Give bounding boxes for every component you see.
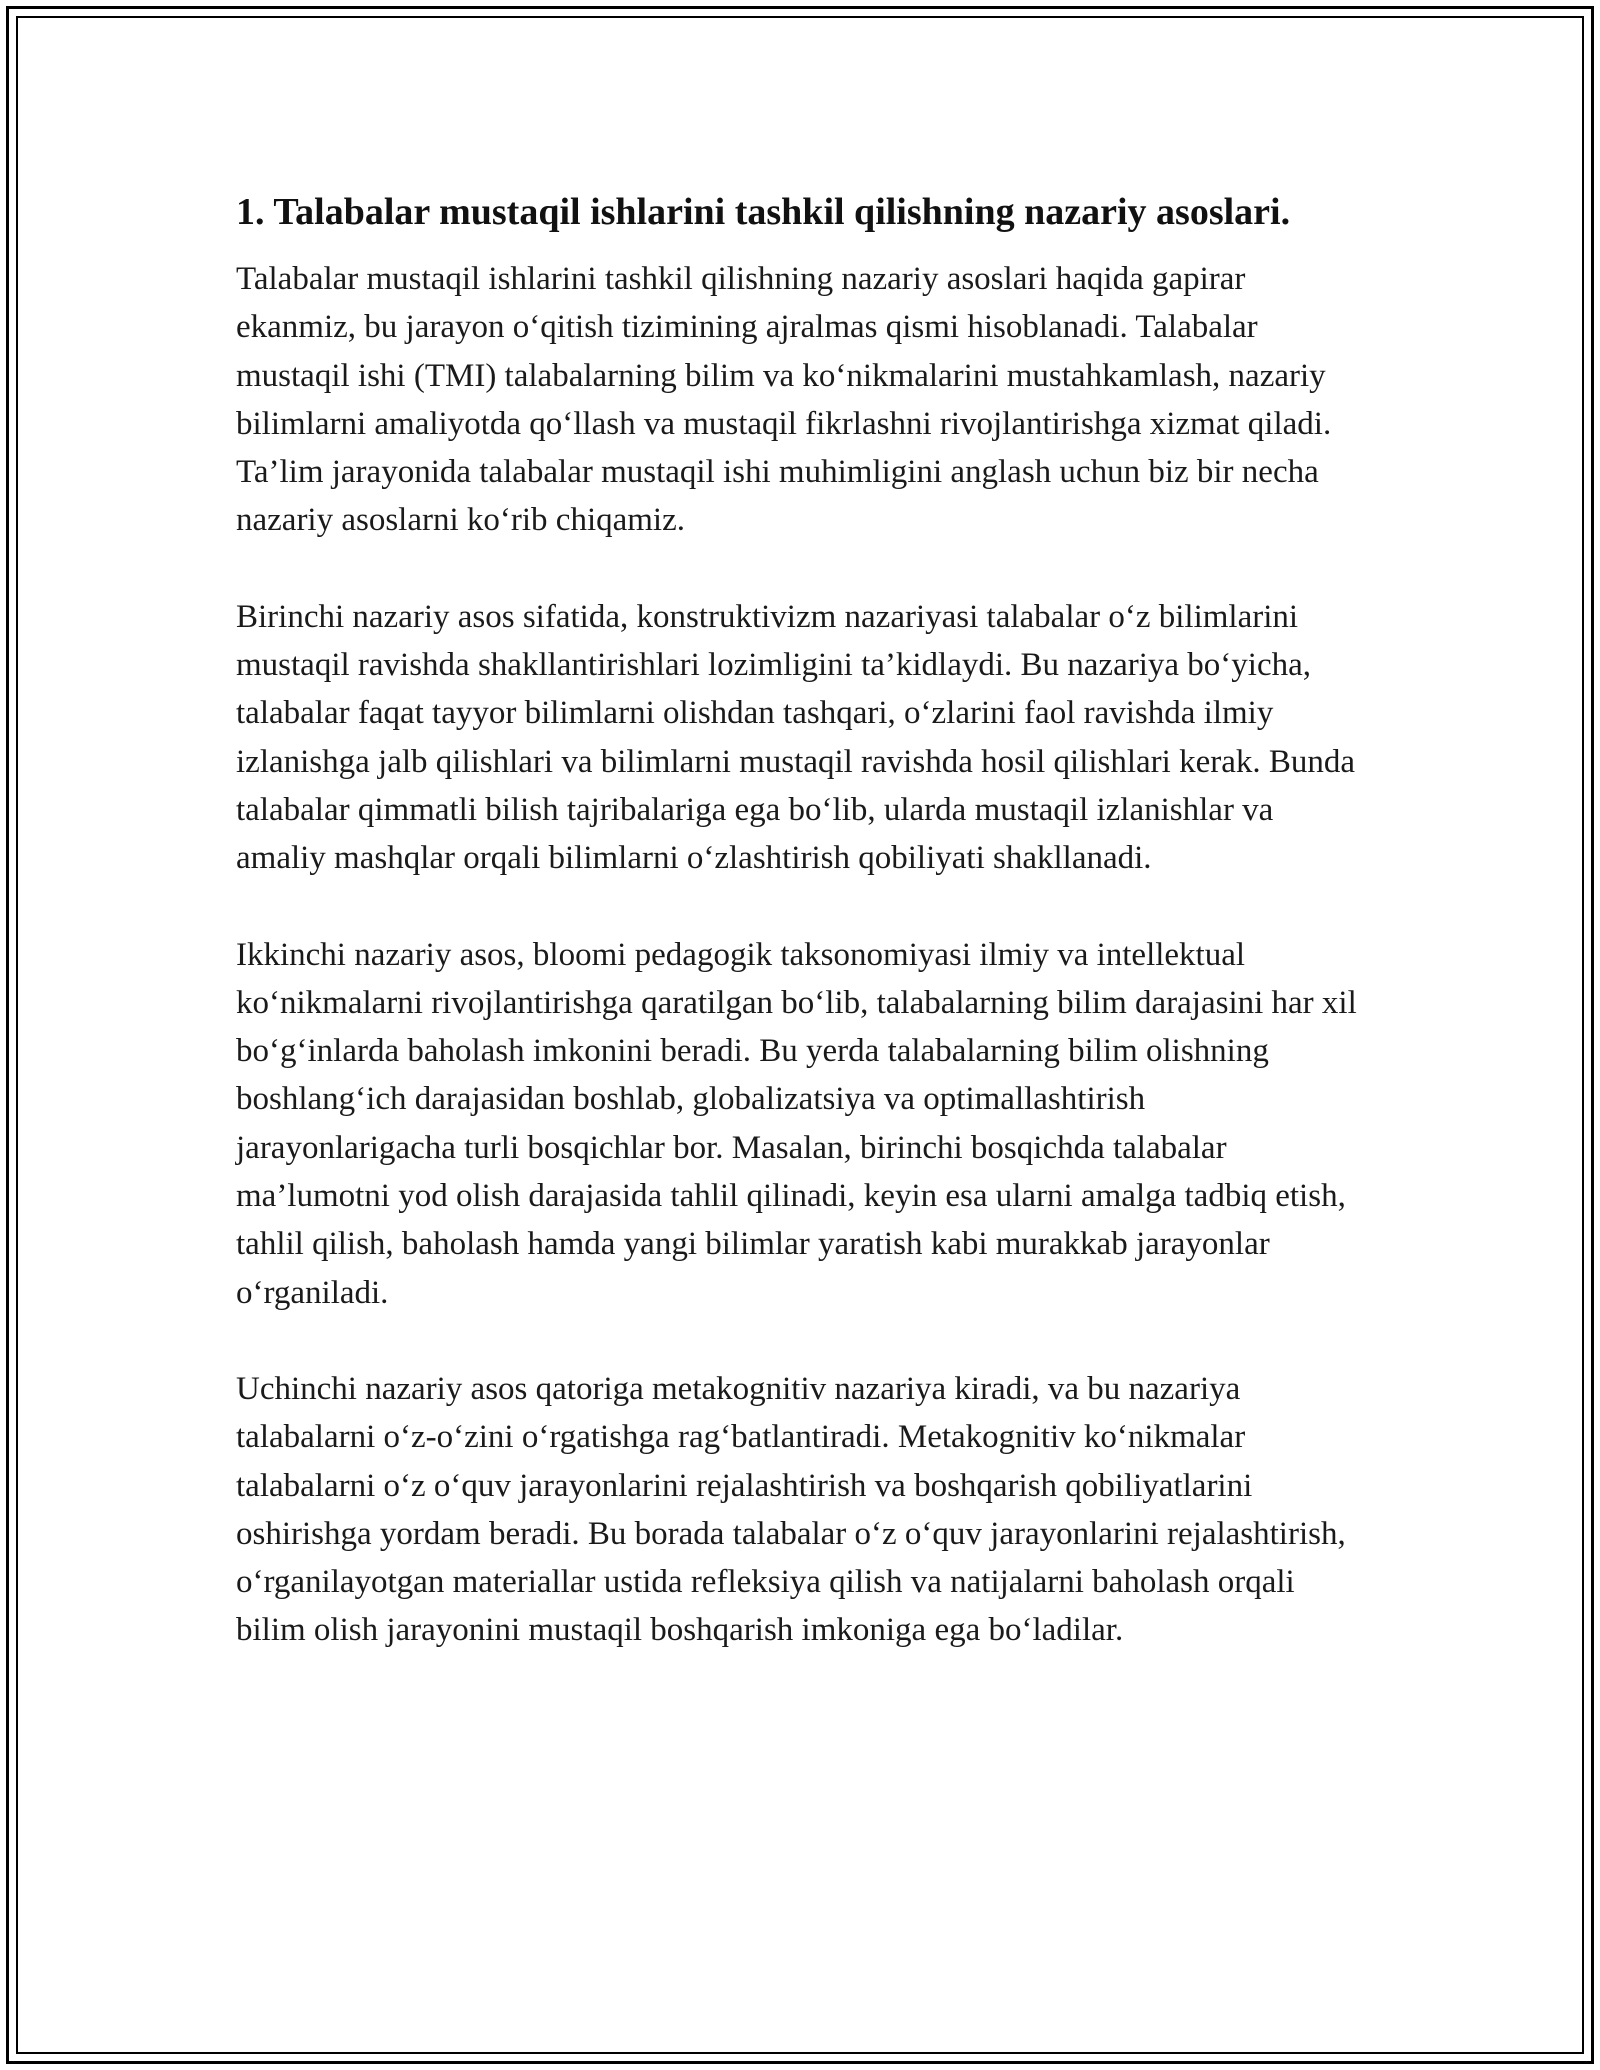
paragraph-intro: Talabalar mustaqil ishlarini tashkil qilishning nazariy asoslari haqida gapirar ekanmiz, bu jarayon o‘qitish tizimining ajralmas qismi hisoblanadi. Talabalar mustaqil ishi (TMI) talabalarning bilim va ko‘nikmalarini mustahkamlash, nazariy bilimlarni amaliyotda qo‘llash va mustaqil fikrlashni rivojlantirishga xizmat qiladi. Ta’lim jarayonida talabalar mustaqil ishi muhimligini anglash uchun biz bir necha nazariy asoslarni ko‘rib chiqamiz. (236, 261, 1332, 539)
paragraph-metacognitive: Uchinchi nazariy asos qatoriga metakognitiv nazariya kiradi, va bu nazariya talabalarni o‘z-o‘zini o‘rgatishga rag‘batlantiradi. Metakognitiv ko‘nikmalar talabalarni o‘z o‘quv jarayonlarini rejalashtirish va boshqarish qobiliyatlarini oshirishga yordam beradi. Bu borada talabalar o‘z o‘quv jarayonlarini rejalashtirish, o‘rganilayotgan materiallar ustida refleksiya qilish va natijalarni baholash orqali bilim olish jarayonini mustaqil boshqarish imkoniga ega bo‘ladilar. (236, 1370, 1346, 1649)
section-heading: 1. Talabalar mustaqil ishlarini tashkil qilishning nazariy asoslari. (236, 191, 1291, 233)
paragraph-constructivism: Birinchi nazariy asos sifatida, konstruktivizm nazariyasi talabalar o‘z bilimlarini mustaqil ravishda shakllantirishlari lozimligini ta’kidlaydi. Bu nazariya bo‘yicha, talabalar faqat tayyor bilimlarni olishdan tashqari, o‘zlarini faol ravishda ilmiy izlanishga jalb qilishlari va bilimlarni mustaqil ravishda hosil qilishlari kerak. Bunda talabalar qimmatli bilish tajribalariga ega bo‘lib, ularda mustaqil izlanishlar va amaliy mashqlar orqali bilimlarni o‘zlashtirish qobiliyati shakllanadi. (236, 598, 1356, 877)
paragraph-bloom-taxonomy: Ikkinchi nazariy asos, bloomi pedagogik taksonomiyasi ilmiy va intellektual ko‘nikmalarni rivojlantirishga qaratilgan bo‘lib, talabalarning bilim darajasini har xil bo‘g‘inlarda baholash imkonini beradi. Bu yerda talabalarning bilim olishning boshlang‘ich darajasidan boshlab, globalizatsiya va optimallashtirish jarayonlarigacha turli bosqichlar bor. Masalan, birinchi bosqichda talabalar ma’lumotni yod olish darajasida tahlil qilinadi, keyin esa ularni amalga tadbiq etish, tahlil qilish, baholash hamda yangi bilimlar yaratish kabi murakkab jarayonlar o‘rganiladi. (236, 936, 1357, 1311)
document-body (236, 187, 1371, 1703)
